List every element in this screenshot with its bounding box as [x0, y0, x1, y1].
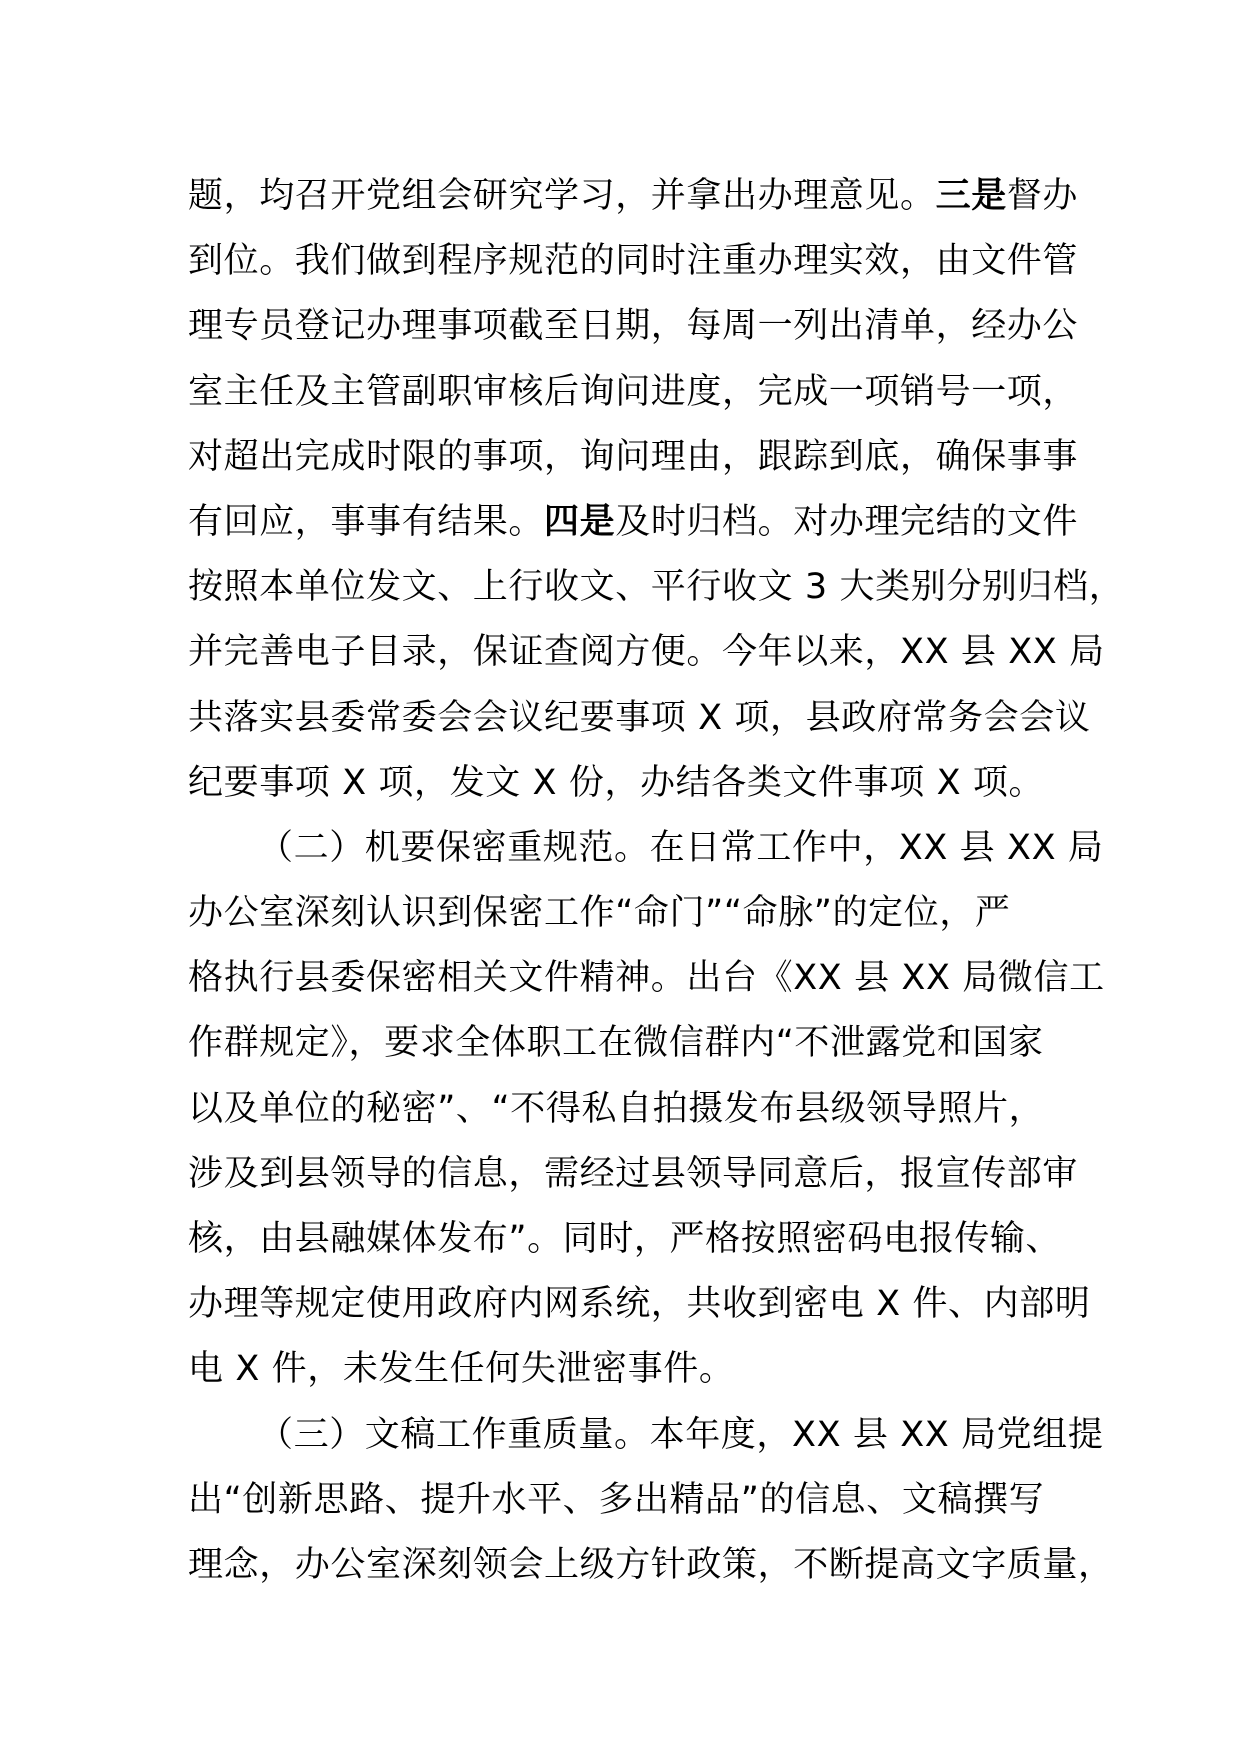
text-line [188, 425, 1079, 490]
text-segment: 以及单位的秘密”、“不得私自拍摄发布县级领导照片， [188, 1088, 1045, 1129]
text-line [188, 1468, 1068, 1533]
text-line [188, 229, 1079, 294]
text-segment: 共落实县委常委会会议纪要事项 X 项，县政府常务会会议 [188, 697, 1091, 738]
text-segment: 格执行县委保密相关文件精神。出台《XX 县 XX 局微信工 [188, 958, 1105, 999]
text-segment: 电 X 件，未发生任何失泄密事件。 [188, 1349, 735, 1390]
text-line [188, 946, 1105, 1011]
text-line [188, 360, 1079, 425]
text-segment: 到位。我们做到程序规范的同时注重办理实效，由文件管 [188, 241, 1079, 282]
text-line [188, 1077, 1068, 1142]
text-segment: 及时归档。对办理完结的文件 [615, 501, 1079, 542]
paragraph-start-line [188, 1403, 1104, 1468]
bold-text-segment: 四是 [544, 501, 616, 542]
text-segment: 题，均召开党组会研究学习，并拿出办理意见。 [188, 176, 936, 216]
text-line [188, 294, 1079, 359]
text-line [188, 1272, 1091, 1337]
text-segment: 出“创新思路、提升水平、多出精品”的信息、文稿撰写 [188, 1479, 1045, 1520]
text-segment: 作群规定》，要求全体职工在微信群内“不泄露党和国家 [188, 1023, 1044, 1064]
text-line [188, 1011, 1068, 1076]
text-line [188, 1533, 1114, 1598]
text-line [188, 164, 1079, 229]
text-line [188, 1337, 1068, 1402]
text-segment: （三）文稿工作重质量。本年度，XX 县 XX 局党组提 [258, 1414, 1104, 1455]
text-line [188, 620, 1105, 685]
document-body [188, 164, 1125, 1598]
text-line [188, 751, 1068, 816]
text-segment: 按照本单位发文、上行收文、平行收文 3 大类别分别归档， [188, 567, 1125, 608]
text-segment: 并完善电子目录，保证查阅方便。今年以来，XX 县 XX 局 [188, 632, 1105, 673]
text-segment: 办理等规定使用政府内网系统，共收到密电 X 件、内部明 [188, 1284, 1091, 1325]
text-line [188, 490, 1079, 555]
text-segment: 涉及到县领导的信息，需经过县领导同意后，报宣传部审 [188, 1153, 1079, 1194]
text-line [188, 881, 1068, 946]
text-segment: 核，由县融媒体发布”。同时，严格按照密码电报传输、 [188, 1219, 1062, 1259]
text-segment: 有回应，事事有结果。 [188, 501, 545, 542]
text-segment: 室主任及主管副职审核后询问进度，完成一项销号一项， [188, 371, 1079, 412]
text-segment: 理念，办公室深刻领会上级方针政策，不断提高文字质量， [188, 1544, 1114, 1585]
text-segment: 理专员登记办理事项截至日期，每周一列出清单，经办公 [188, 306, 1079, 347]
text-line [188, 1207, 1068, 1272]
text-segment: 办公室深刻认识到保密工作“命门”“命脉”的定位，严 [188, 893, 1011, 934]
text-line [188, 1142, 1079, 1207]
paragraph-start-line [188, 816, 1104, 881]
text-segment: 纪要事项 X 项，发文 X 份，办结各类文件事项 X 项。 [188, 762, 1045, 803]
text-segment: （二）机要保密重规范。在日常工作中，XX 县 XX 局 [258, 827, 1104, 868]
bold-text-segment: 三是 [935, 176, 1007, 216]
text-line [188, 686, 1091, 751]
text-segment: 对超出完成时限的事项，询问理由，跟踪到底，确保事事 [188, 436, 1079, 477]
text-line [188, 555, 1125, 620]
text-segment: 督办 [1006, 176, 1079, 216]
